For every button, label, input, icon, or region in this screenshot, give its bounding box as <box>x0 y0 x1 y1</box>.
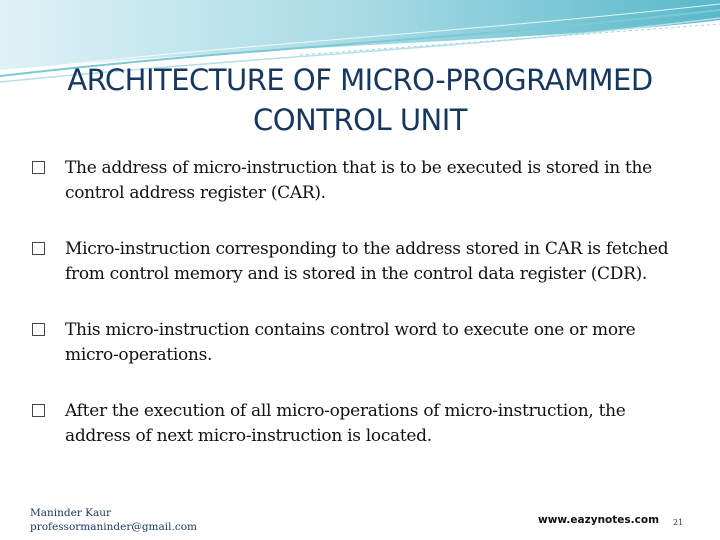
square-bullet-icon <box>32 323 45 336</box>
title-line-1: ARCHITECTURE OF MICRO-PROGRAMMED <box>67 63 653 97</box>
author-name: Maninder Kaur <box>30 507 112 519</box>
bullet-item <box>32 399 692 449</box>
title-line-2: CONTROL UNIT <box>252 103 468 137</box>
bullet-text: This micro-instruction contains control word to execute one or more micro-operations. <box>65 320 636 365</box>
bullet-list <box>32 156 692 449</box>
page-number: 21 <box>673 518 684 527</box>
square-bullet-icon <box>32 161 45 174</box>
bullet-text: After the execution of all micro-operations of micro-instruction, the address of next micro-instruction is located. <box>65 401 626 446</box>
footer-author <box>30 506 197 534</box>
square-bullet-icon <box>32 242 45 255</box>
bullet-item <box>32 156 692 206</box>
footer-website: www.eazynotes.com <box>538 514 660 526</box>
bullet-text: Micro-instruction corresponding to the address stored in CAR is fetched from control memory and is stored in the control data register (CDR). <box>65 239 669 284</box>
slide-title <box>20 60 700 140</box>
author-email: professormaninder@gmail.com <box>30 521 197 533</box>
square-bullet-icon <box>32 404 45 417</box>
bullet-item <box>32 237 692 287</box>
bullet-text: The address of micro-instruction that is to be executed is stored in the control address register (CAR). <box>65 158 652 203</box>
bullet-item <box>32 318 692 368</box>
